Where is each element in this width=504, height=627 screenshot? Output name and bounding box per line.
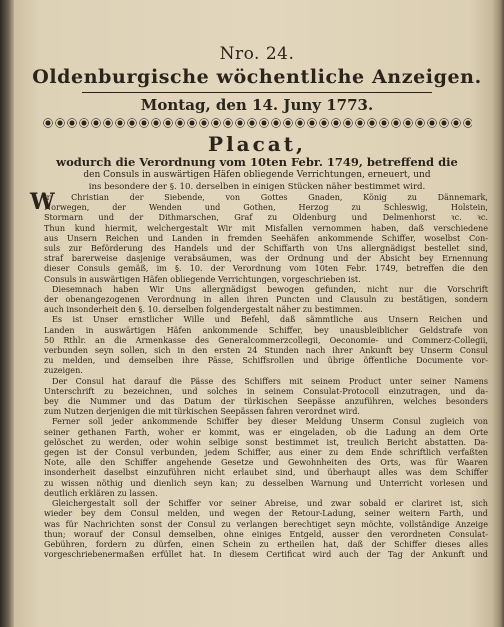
body-line: wieder bey dem Consul melden, und wegen der Retour-Ladung, seiner weitern Farth, und [44,508,488,519]
body-line: straf barerweise dasjenige verabsäumen, was der Ordnung und der Absicht bey Ernennung [44,253,488,264]
publication-title: Oldenburgische wöchentliche Anzeigen. [32,66,482,88]
placat-subtitle-line-1: wodurch die Verordnung vom 10ten Febr. 1749, betreffend die [56,155,458,169]
body-line: seiner gethanen Farth, woher er kommt, was er eingeladen, ob die Ladung an dem Orte [44,426,488,437]
body-line: ir Christian der Siebende, von Gottes Gnaden, König zu Dännemark, [44,192,488,202]
body-line: der obenangezogenen Verordnung in allen ihren Puncten und Clausuln zu bestätigen, sondern [44,294,488,305]
body-line: Stormarn und der Dithmarschen, Graf zu Oldenburg und Delmenhorst ꝛc. ꝛc. [44,212,488,223]
body-line: Consuls in auswärtigen Häfen obliegende Verrichtungen, vorgeschrieben ist. [44,273,361,284]
newspaper-page [22,26,492,616]
body-line: Es ist Unser ernstlicher Wille und Befehl, daß sämmtliche aus Unsern Reichen und [52,314,488,325]
body-line: verbunden seyn sollen, sich in den ersten 24 Stunden nach ihrer Ankunft bey Unserm Consul [44,345,488,356]
body-line: deutlich erklären zu lassen. [44,487,158,498]
body-line: gegen ist der Consul verbunden, jedem Schiffer, aus einer zu dem Ende schriftlich verfaßten [44,447,488,458]
body-line: dieser Consuls gemäß, im §. 10. der Verordnung vom 10ten Febr. 1749, betreffen die den [44,263,488,274]
body-line: insonderheit daselbst einzuführen nicht erlaubet sind, und überhaupt alles was dem Schiffer [44,467,488,478]
body-line: Norwegen, der Wenden und Gothen, Herzog zu Schleswig, Holstein, [44,202,488,213]
body-line: aus Unsern Reichen und Landen in fremden Seehäfen ankommende Schiffer, woselbst Con- [44,232,488,243]
ornament-border [42,117,472,129]
placat-subtitle [28,156,486,182]
body-line: Gebühren, fordern zu dürfen, einen Schein zu ertheilen hat, daß der Schiffer dieses alles [44,538,488,549]
issue-date: Montag, den 14. Juny 1773. [140,96,374,114]
body-line: suls zur Beförderung des Handels und der Schiffarth von Uns allergnädigst bestellet sind, [44,243,488,254]
placat-heading: Placat, [208,132,306,156]
placat-subtitle-line-3: ins besondere der §. 10. derselben in einigen Stücken näher bestimmet wird. [88,182,426,192]
body-line: 50 Rthlr. an die Armenkasse des Generalcommerzcollegii, Oeconomie- und Commerz-Collegii, [44,334,488,345]
placat-body-text [44,192,488,559]
body-line: Gleichergestalt soll der Schiffer vor seiner Abreise, und zwar sobald er clariret ist, sich [52,498,488,509]
body-line: gelöschet zu werden, oder wohin selbige sonst bestimmet ist, treulich Bericht abstatten. Da- [44,436,488,447]
book-gutter [0,0,14,627]
body-line: Landen in auswärtigen Häfen ankommende Schiffer, bey unausbleiblicher Geldstrafe von [44,324,488,335]
body-line: zum Nutzen derjenigen die mit türkischen Seepässen fahren verordnet wird. [44,406,360,417]
issue-number: Nro. 24. [219,44,295,64]
body-line: bey die Nummer und das Datum der türkischen Seepässe anzuführen, welches besonders [44,396,488,407]
body-line: auch insonderheit den §. 10. derselben folgendergestalt näher zu bestimmen. [44,304,363,315]
body-line: Ferner soll jeder ankommende Schiffer bey dieser Meldung Unserm Consul zugleich von [52,416,488,427]
body-line: Thun kund hiermit, welchergestalt Wir mit Misfallen vernommen haben, daß verschiedene [44,222,488,233]
body-line: was für Nachrichten sonst der Consul zu verlangen berechtiget seyn möchte, vollständige Anzeige [44,518,488,529]
body-line: zuzeigen. [44,365,83,376]
body-line: Diesemnach haben Wir Uns allergnädigst bewogen gefunden, nicht nur die Vorschrift [52,283,488,294]
body-line: Unterschrift zu bezeichnen, und solches in seinem Consulat-Protocoll einzutragen, und da- [44,385,488,396]
decorated-initial: W [30,189,55,215]
body-line: zu wissen nöthig und dienlich seyn kan; zu desselben Warnung und Unterricht vorlesen und [44,477,488,488]
placat-subtitle-line-2: den Consuls in auswärtigen Häfen obliegende Verrichtungen, erneuert, und [83,170,431,180]
title-rule [82,92,432,93]
body-line: zu melden, und demselben ihre Pässe, Schiffsrollen und übrige öffentliche Documente vor- [44,355,488,366]
body-line: Der Consul hat darauf die Pässe des Schiffers mit seinem Product unter seiner Namens [52,375,488,386]
body-line: Note, alle den Schiffer angehende Gesetze und Gewohnheiten des Orts, was für Waaren [44,457,488,468]
body-line: thun; worauf der Consul demselben, ohne einiges Entgeld, ausser den verordneten Consulat- [44,528,488,539]
body-line: vorgeschriebenermaßen erfüllet hat. In diesem Certificat wird auch der Tag der Ankunft und [44,549,488,560]
